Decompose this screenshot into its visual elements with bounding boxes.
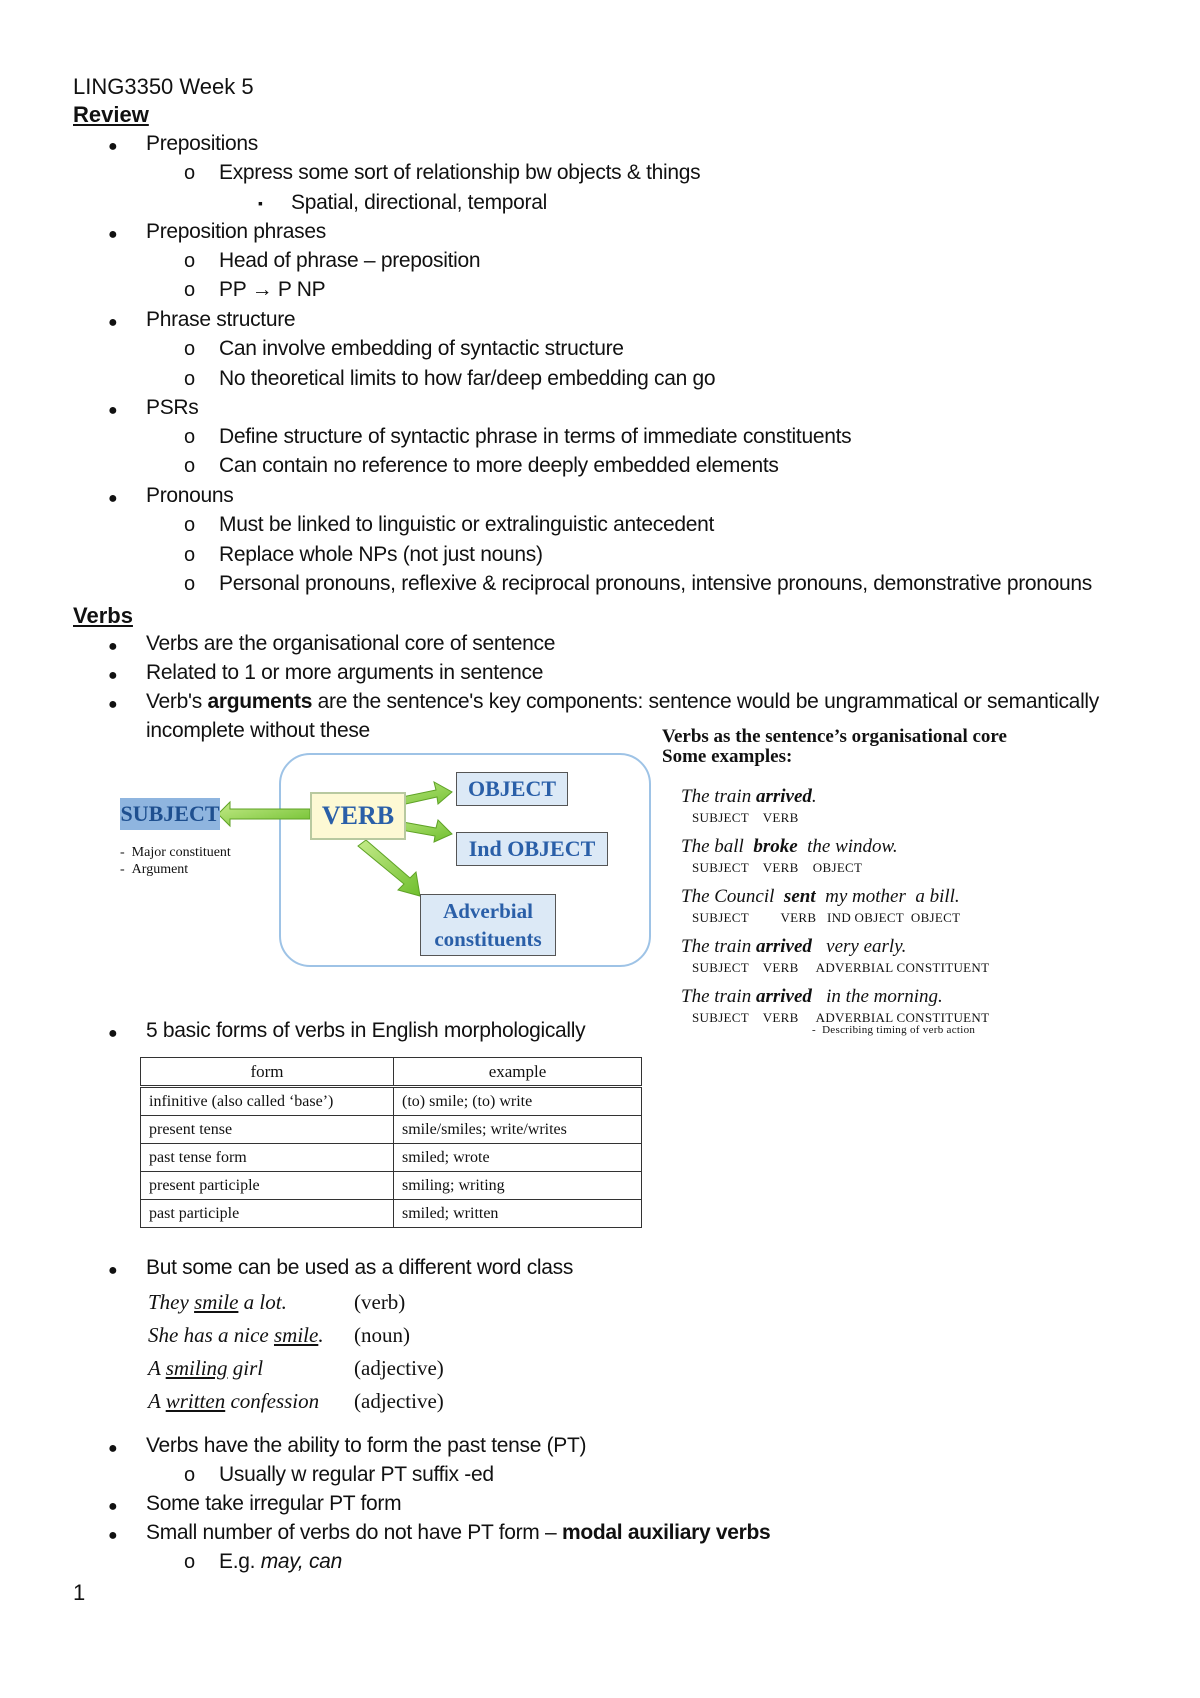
example-5 bbox=[681, 986, 943, 1008]
example-1 bbox=[681, 786, 817, 808]
verbs-v1: Verbs are the organisational core of sentence bbox=[146, 632, 556, 655]
subject-notes bbox=[120, 844, 231, 878]
bullet: ● bbox=[108, 138, 118, 155]
bullet: ● bbox=[108, 314, 118, 331]
bullet: ● bbox=[108, 696, 118, 713]
review-ps-2: No theoretical limits to how far/deep embedding can go bbox=[219, 367, 716, 390]
eg-pre: E.g. bbox=[219, 1550, 261, 1573]
review-prep-phrases: Preposition phrases bbox=[146, 220, 326, 243]
verb-diagram bbox=[120, 752, 660, 974]
wc3-u: smiling bbox=[165, 1356, 228, 1380]
table-cell: present tense bbox=[141, 1116, 394, 1144]
word-class-example-2 bbox=[148, 1323, 324, 1348]
ex2-a: The ball bbox=[681, 836, 754, 857]
v3-pre: Verb's bbox=[146, 690, 208, 713]
table-cell: smiled; written bbox=[394, 1200, 642, 1228]
review-psrs: PSRs bbox=[146, 396, 199, 419]
object-box: OBJECT bbox=[456, 772, 568, 806]
modal-bold: modal auxiliary verbs bbox=[561, 1521, 771, 1544]
verbs-five-forms: 5 basic forms of verbs in English morphologically bbox=[146, 1019, 586, 1042]
adverbial-line-2: constituents bbox=[434, 927, 542, 951]
review-psr-2: Can contain no reference to more deeply embedded elements bbox=[219, 454, 779, 477]
word-class-label-4: (adjective) bbox=[354, 1389, 444, 1413]
review-pr-3: Personal pronouns, reflexive & reciprocal pronouns, intensive pronouns, demonstrative pronouns bbox=[219, 572, 1092, 595]
bullet: ● bbox=[108, 667, 118, 684]
wc1-a: They bbox=[148, 1290, 195, 1314]
example-1-roles: SUBJECT VERB bbox=[692, 810, 799, 825]
bullet: ● bbox=[108, 1262, 118, 1279]
bullet: ● bbox=[108, 1527, 118, 1544]
review-prep-subsub: Spatial, directional, temporal bbox=[291, 191, 547, 214]
ex2-c: the window. bbox=[797, 836, 898, 857]
wc4-b: confession bbox=[225, 1389, 320, 1413]
bullet: o bbox=[184, 573, 196, 595]
word-class-label-3: (adjective) bbox=[354, 1356, 444, 1380]
v3-bold: arguments bbox=[207, 690, 313, 713]
table-header-row bbox=[141, 1058, 642, 1087]
ex5-a: The train bbox=[681, 986, 756, 1007]
table-cell: infinitive (also called ‘base’) bbox=[141, 1087, 394, 1116]
verbs-pt-sub: Usually w regular PT suffix -ed bbox=[219, 1463, 494, 1486]
bullet: ● bbox=[108, 1498, 118, 1515]
word-class-example-4 bbox=[148, 1389, 319, 1414]
review-pr-2: Replace whole NPs (not just nouns) bbox=[219, 543, 543, 566]
eg-italic: may, can bbox=[260, 1550, 342, 1573]
example-2-roles: SUBJECT VERB OBJECT bbox=[692, 860, 863, 875]
wc1-b: a lot. bbox=[238, 1290, 287, 1314]
table-cell: past participle bbox=[141, 1200, 394, 1228]
review-pr-1: Must be linked to linguistic or extralinguistic antecedent bbox=[219, 513, 715, 536]
review-prepositions: Prepositions bbox=[146, 132, 258, 155]
bullet: o bbox=[184, 1551, 196, 1573]
subject-note-1: - Major constituent bbox=[120, 845, 231, 860]
table-row bbox=[141, 1144, 642, 1172]
example-3-roles: SUBJECT VERB IND OBJECT OBJECT bbox=[692, 910, 961, 925]
review-pp-head: Head of phrase – preposition bbox=[219, 249, 481, 272]
bullet: o bbox=[184, 1464, 196, 1486]
verbs-v2: Related to 1 or more arguments in sentence bbox=[146, 661, 544, 684]
table-row bbox=[141, 1172, 642, 1200]
ex4-b: arrived bbox=[755, 936, 812, 957]
example-4 bbox=[681, 936, 906, 958]
table-cell: smiled; wrote bbox=[394, 1144, 642, 1172]
subject-note-2: - Argument bbox=[120, 862, 189, 877]
bullet: ● bbox=[108, 638, 118, 655]
bullet: ● bbox=[108, 1440, 118, 1457]
ex1-a: The train bbox=[681, 786, 756, 807]
verbs-different-class: But some can be used as a different word class bbox=[146, 1256, 574, 1279]
wc4-u: written bbox=[165, 1389, 226, 1413]
table-cell: (to) smile; (to) write bbox=[394, 1087, 642, 1116]
bullet: o bbox=[184, 368, 196, 390]
table-cell: past tense form bbox=[141, 1144, 394, 1172]
note-2-text: Argument bbox=[131, 862, 189, 877]
bullet: o bbox=[184, 279, 196, 301]
bullet: ● bbox=[108, 490, 118, 507]
ex3-c: my mother a bill. bbox=[815, 886, 960, 907]
bullet: ▪ bbox=[258, 195, 263, 211]
ex3-a: The Council bbox=[681, 886, 784, 907]
verb-forms-table bbox=[140, 1057, 642, 1228]
wc3-b: girl bbox=[227, 1356, 264, 1380]
review-pp-rule bbox=[219, 278, 325, 302]
subject-box: SUBJECT bbox=[120, 798, 220, 830]
table-row bbox=[141, 1200, 642, 1228]
word-class-label-1: (verb) bbox=[354, 1290, 406, 1314]
ex1-c: . bbox=[811, 786, 817, 807]
verbs-eg bbox=[219, 1550, 342, 1574]
review-prep-sub: Express some sort of relationship bw objects & things bbox=[219, 161, 701, 184]
example-4-roles: SUBJECT VERB ADVERBIAL CONSTITUENT bbox=[692, 960, 990, 975]
table-cell: smiling; writing bbox=[394, 1172, 642, 1200]
review-heading: Review bbox=[73, 102, 149, 127]
verbs-heading: Verbs bbox=[73, 603, 133, 628]
adverbial-box bbox=[420, 894, 556, 956]
ex1-b: arrived bbox=[755, 786, 812, 807]
examples-title-1: Verbs as the sentence’s organisational core bbox=[662, 726, 1007, 747]
wc3-a: A bbox=[148, 1356, 166, 1380]
example-3 bbox=[681, 886, 960, 908]
verbs-irregular: Some take irregular PT form bbox=[146, 1492, 402, 1515]
table-header-example: example bbox=[394, 1058, 642, 1087]
adverbial-line-1: Adverbial bbox=[443, 899, 533, 923]
verbs-v3 bbox=[146, 690, 1099, 714]
example-5-note: - Describing timing of verb action bbox=[812, 1024, 976, 1036]
wc2-u: smile bbox=[273, 1323, 319, 1347]
bullet: ● bbox=[108, 402, 118, 419]
ex5-c: in the morning. bbox=[811, 986, 943, 1007]
review-ps-1: Can involve embedding of syntactic structure bbox=[219, 337, 624, 360]
word-class-example-1 bbox=[148, 1290, 287, 1315]
example-2 bbox=[681, 836, 898, 858]
bullet: o bbox=[184, 338, 196, 360]
verbs-past-tense: Verbs have the ability to form the past tense (PT) bbox=[146, 1434, 587, 1457]
ex3-b: sent bbox=[783, 886, 816, 907]
word-class-label-2: (noun) bbox=[354, 1323, 410, 1347]
ex5-b: arrived bbox=[755, 986, 812, 1007]
bullet: o bbox=[184, 250, 196, 272]
review-psr-1: Define structure of syntactic phrase in terms of immediate constituents bbox=[219, 425, 852, 448]
note-1-text: Major constituent bbox=[131, 845, 231, 860]
table-row bbox=[141, 1087, 642, 1116]
table-row bbox=[141, 1116, 642, 1144]
pp-rule-right: P NP bbox=[277, 278, 326, 301]
ex4-c: very early. bbox=[811, 936, 907, 957]
examples-title-2: Some examples: bbox=[662, 746, 793, 767]
wc4-a: A bbox=[148, 1389, 166, 1413]
ex4-a: The train bbox=[681, 936, 756, 957]
bullet: o bbox=[184, 514, 196, 536]
bullet: o bbox=[184, 162, 196, 184]
bullet: o bbox=[184, 426, 196, 448]
v3-post: are the sentence's key components: sentence would be ungrammatical or semantically bbox=[312, 690, 1099, 713]
modal-pre: Small number of verbs do not have PT form – bbox=[146, 1521, 562, 1544]
wc2-b: . bbox=[318, 1323, 324, 1347]
pp-rule-left: PP bbox=[219, 278, 247, 301]
review-pronouns: Pronouns bbox=[146, 484, 234, 507]
table-header-form: form bbox=[141, 1058, 394, 1087]
bullet: ● bbox=[108, 1025, 118, 1042]
bullet: o bbox=[184, 544, 196, 566]
verbs-v3-line2: incomplete without these bbox=[146, 719, 370, 742]
verbs-modal bbox=[146, 1521, 770, 1545]
table-cell: smile/smiles; write/writes bbox=[394, 1116, 642, 1144]
bullet: ● bbox=[108, 226, 118, 243]
page-number: 1 bbox=[73, 1580, 86, 1605]
arrow-right-icon: → bbox=[251, 278, 273, 301]
wc1-u: smile bbox=[194, 1290, 239, 1314]
ind-object-box: Ind OBJECT bbox=[456, 832, 608, 866]
bullet: o bbox=[184, 455, 196, 477]
wc2-a: She has a nice bbox=[148, 1323, 274, 1347]
table-cell: present participle bbox=[141, 1172, 394, 1200]
ex2-b: broke bbox=[753, 836, 798, 857]
verb-box: VERB bbox=[310, 792, 406, 840]
review-phrase-structure: Phrase structure bbox=[146, 308, 296, 331]
example-5-roles: SUBJECT VERB ADVERBIAL CONSTITUENT bbox=[692, 1010, 990, 1025]
page-title: LING3350 Week 5 bbox=[73, 74, 254, 99]
word-class-example-3 bbox=[148, 1356, 263, 1381]
